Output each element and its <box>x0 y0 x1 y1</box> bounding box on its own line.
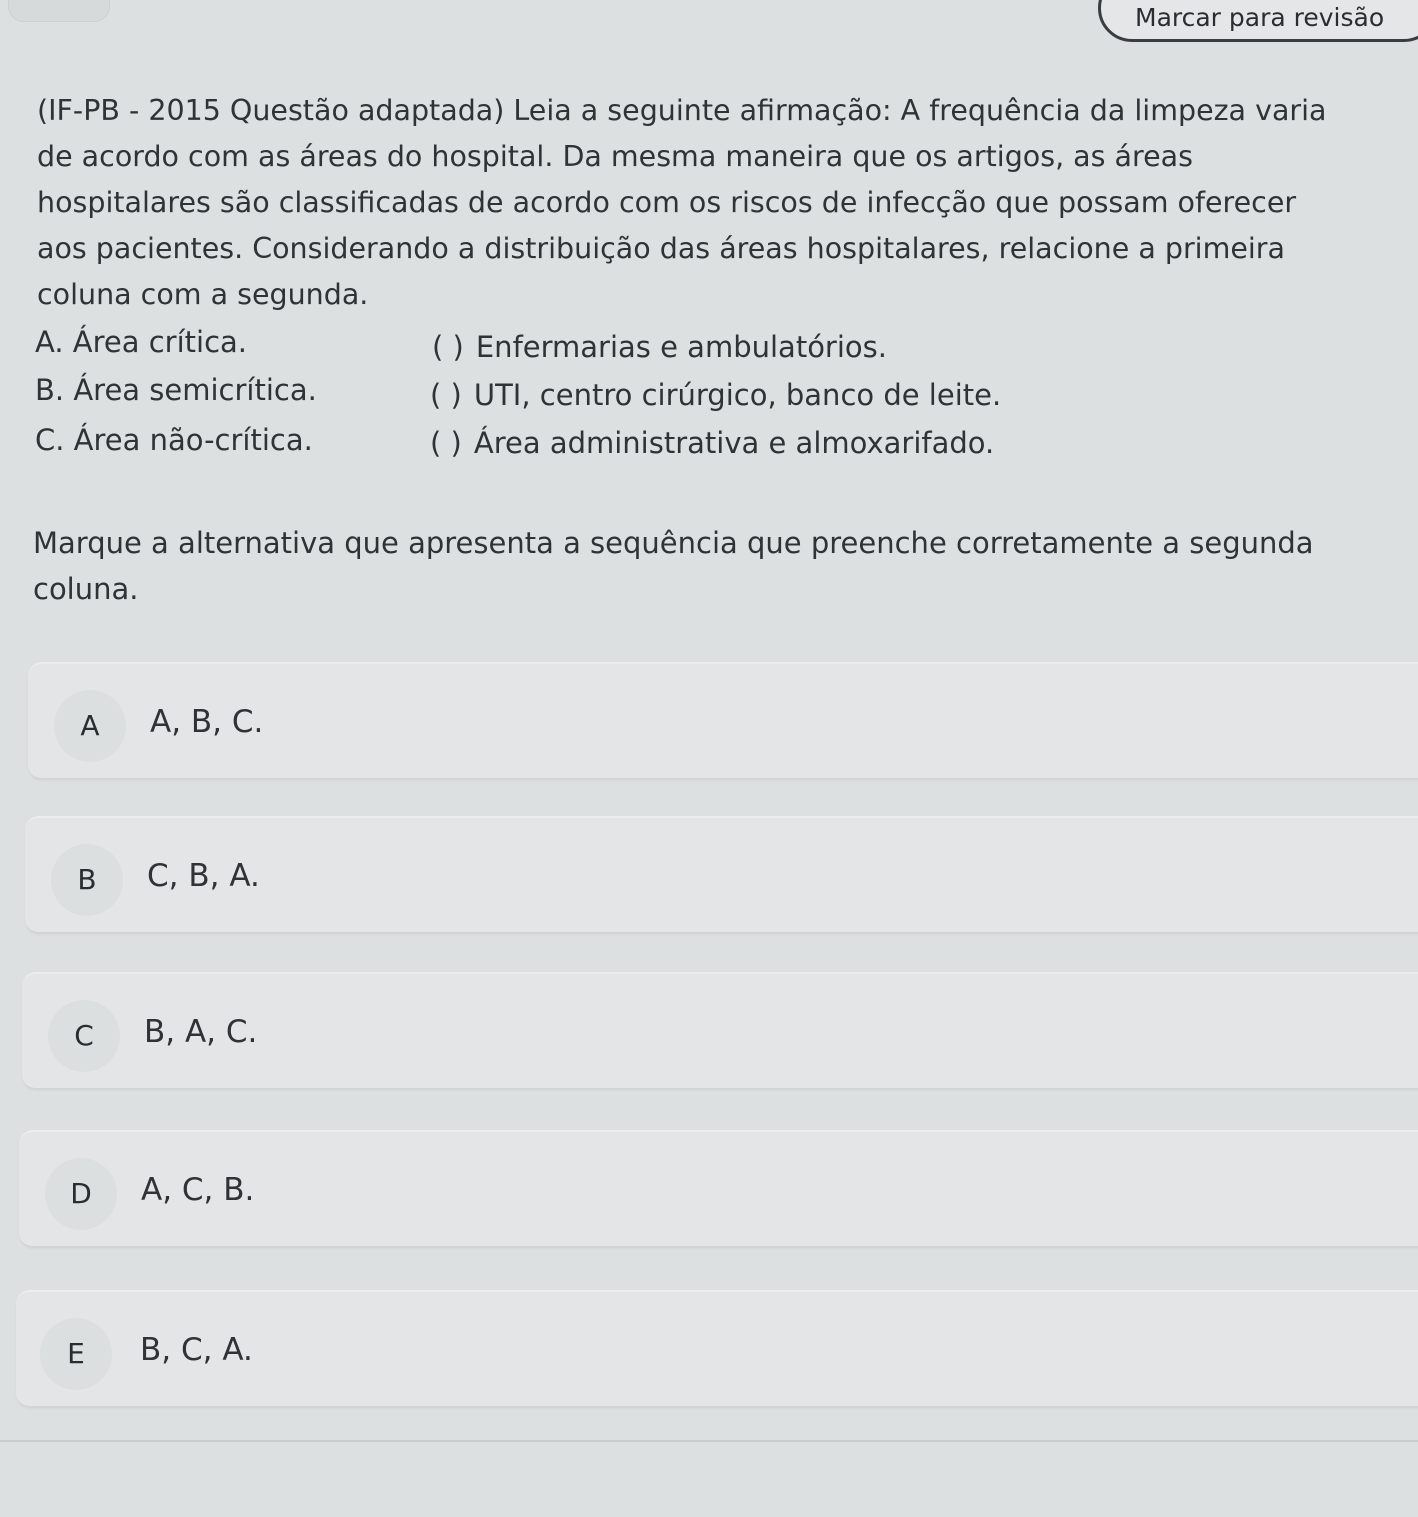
option-letter-badge: D <box>45 1158 117 1230</box>
blank-parenthesis: ( ) <box>430 426 462 460</box>
option-text: B, A, C. <box>144 1014 258 1050</box>
answer-option-b[interactable] <box>25 816 1418 934</box>
right-column-text: Área administrativa e almoxarifado. <box>473 426 995 460</box>
right-column-text: UTI, centro cirúrgico, banco de leite. <box>473 378 1002 412</box>
right-column-text: Enfermarias e ambulatórios. <box>475 330 887 364</box>
instruction-line: coluna. <box>33 572 139 606</box>
left-column-item: B. Área semicrítica. <box>35 373 317 407</box>
left-column-item: C. Área não-crítica. <box>35 423 313 457</box>
right-column-item <box>430 378 1001 412</box>
blank-parenthesis: ( ) <box>432 330 464 364</box>
option-text: B, C, A. <box>140 1332 253 1368</box>
question-line: coluna com a segunda. <box>37 278 369 311</box>
question-line: hospitalares são classificadas de acordo com os riscos de infecção que possam oferecer <box>37 186 1297 219</box>
right-column-item <box>430 426 994 460</box>
option-text: A, C, B. <box>141 1172 255 1208</box>
page-divider <box>0 1440 1418 1442</box>
option-letter-badge: E <box>40 1318 112 1390</box>
option-letter-badge: C <box>48 1000 120 1072</box>
instruction-text <box>33 520 1413 612</box>
answer-option-a[interactable] <box>28 662 1418 780</box>
question-line: (IF-PB - 2015 Questão adaptada) Leia a seguinte afirmação: A frequência da limpeza varia <box>37 94 1327 127</box>
option-text: A, B, C. <box>150 704 264 740</box>
option-letter-badge: B <box>51 844 123 916</box>
option-letter-badge: A <box>54 690 126 762</box>
question-statement <box>37 88 1409 318</box>
answer-option-e[interactable] <box>16 1290 1418 1408</box>
answer-option-c[interactable] <box>22 972 1418 1090</box>
left-column-item: A. Área crítica. <box>35 325 248 359</box>
right-column-item <box>432 330 887 364</box>
instruction-line: Marque a alternativa que apresenta a sequência que preenche corretamente a segunda <box>33 526 1314 560</box>
mark-for-review-label: Marcar para revisão <box>1135 3 1385 32</box>
question-line: de acordo com as áreas do hospital. Da mesma maneira que os artigos, as áreas <box>37 140 1193 173</box>
option-text: C, B, A. <box>147 858 260 894</box>
mark-for-review-button[interactable] <box>1098 0 1418 42</box>
question-line: aos pacientes. Considerando a distribuição das áreas hospitalares, relacione a primeira <box>37 232 1285 265</box>
blank-parenthesis: ( ) <box>430 378 462 412</box>
top-left-control <box>8 0 110 22</box>
answer-option-d[interactable] <box>19 1130 1418 1248</box>
